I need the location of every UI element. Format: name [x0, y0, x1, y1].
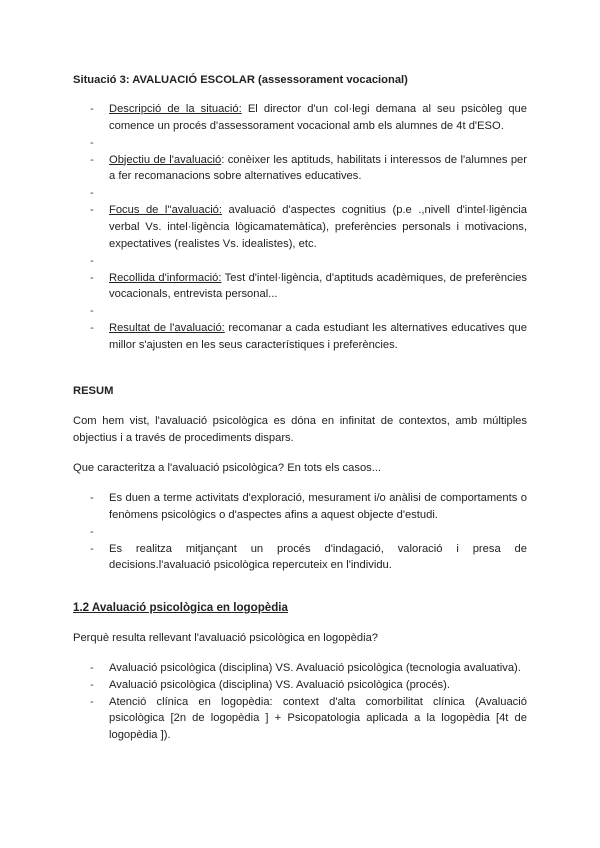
- item-label: Resultat de l'avaluació:: [109, 322, 225, 335]
- item-text: : conèixer les aptituds, habilitats i interessos de l'alumnes per a fer recomanacions sobre alternatives educatives.: [109, 153, 527, 183]
- list-item: - Atenció clínica en logopèdia: context d'alta comorbilitat clínica (Avaluació psicològica [2n de logopèdia ] + Psicopatologia aplicada a la logopèdia [4t de logopèdia ]).: [73, 694, 527, 744]
- item-label: Recollida d'informació:: [109, 271, 222, 284]
- resum-heading: RESUM: [73, 385, 114, 397]
- item-text: recomanar a cada estudiant les alternatives educatives que millor s'ajusten en les seus característiques i preferències.: [109, 322, 527, 351]
- list-item: [73, 320, 527, 354]
- section-title: 1.2 Avaluació psicològica en logopèdia: [73, 601, 288, 614]
- list-item: [73, 101, 527, 135]
- list-item: - Avaluació psicològica (disciplina) VS. Avaluació psicològica (procés).: [73, 677, 527, 694]
- spacer: [73, 185, 527, 202]
- resum-question-text: Que caracteritza a l'avaluació psicològica? En tots els casos...: [73, 462, 382, 474]
- list-item: [73, 270, 527, 304]
- spacer: [73, 253, 527, 270]
- spacer: [73, 524, 527, 541]
- spacer: [73, 303, 527, 320]
- situation-heading: [73, 72, 527, 89]
- list-item: [73, 202, 527, 252]
- list-item: [73, 152, 527, 186]
- item-text: avaluació d'aspectes cognitius (p.e .,nivell d'intel·ligència verbal Vs. intel·ligència lògicamatemàtica), preferències personals i motivacions, expectatives (realistes Vs. idealistes), etc.: [109, 204, 527, 250]
- list-item: - Es duen a terme activitats d'exploració, mesurament i/o anàlisi de comportaments o fenòmens psicològics o d'aspectes afins a aquest objecte d'estudi.: [73, 490, 527, 524]
- resum-para1: Com hem vist, l'avaluació psicològica es dóna en infinitat de contextos, amb múltiples objectius i a través de procediments dispars.: [73, 415, 527, 444]
- resum-list: [73, 490, 527, 574]
- situation-list: [73, 101, 527, 354]
- item-text: Test d'intel·ligència, d'aptituds acadèmiques, de preferències vocacionals, entrevista personal...: [109, 271, 527, 301]
- resum-question: [73, 460, 527, 477]
- resum-paragraph: [73, 413, 527, 447]
- section-question-text: Perquè resulta rellevant l'avaluació psicològica en logopèdia?: [73, 632, 379, 644]
- list-item: - Es realitza mitjançant un procés d'indagació, valoració i presa de decisions.l'avaluació psicològica repercuteix en l'individu.: [73, 541, 527, 575]
- situation-heading-prefix: Situació 3:: [73, 74, 133, 86]
- situation-heading-main: AVALUACIÓ ESCOLAR (assessorament vocacional): [132, 74, 408, 86]
- list-item: - Avaluació psicològica (disciplina) VS. Avaluació psicològica (tecnologia avaluativa).: [73, 660, 527, 677]
- section-question: [73, 630, 527, 647]
- spacer: [73, 135, 527, 152]
- section-list: [73, 660, 527, 744]
- item-label: Focus de l''avaluació:: [109, 204, 223, 217]
- item-label: Objectiu de l'avaluació: [109, 153, 222, 166]
- item-label: Descripció de la situació:: [109, 103, 242, 115]
- item-text: El director d'un col·legi demana al seu psicòleg que comence un procés d'assessorament vocacional amb els alumnes de 4t d'ESO.: [109, 103, 527, 132]
